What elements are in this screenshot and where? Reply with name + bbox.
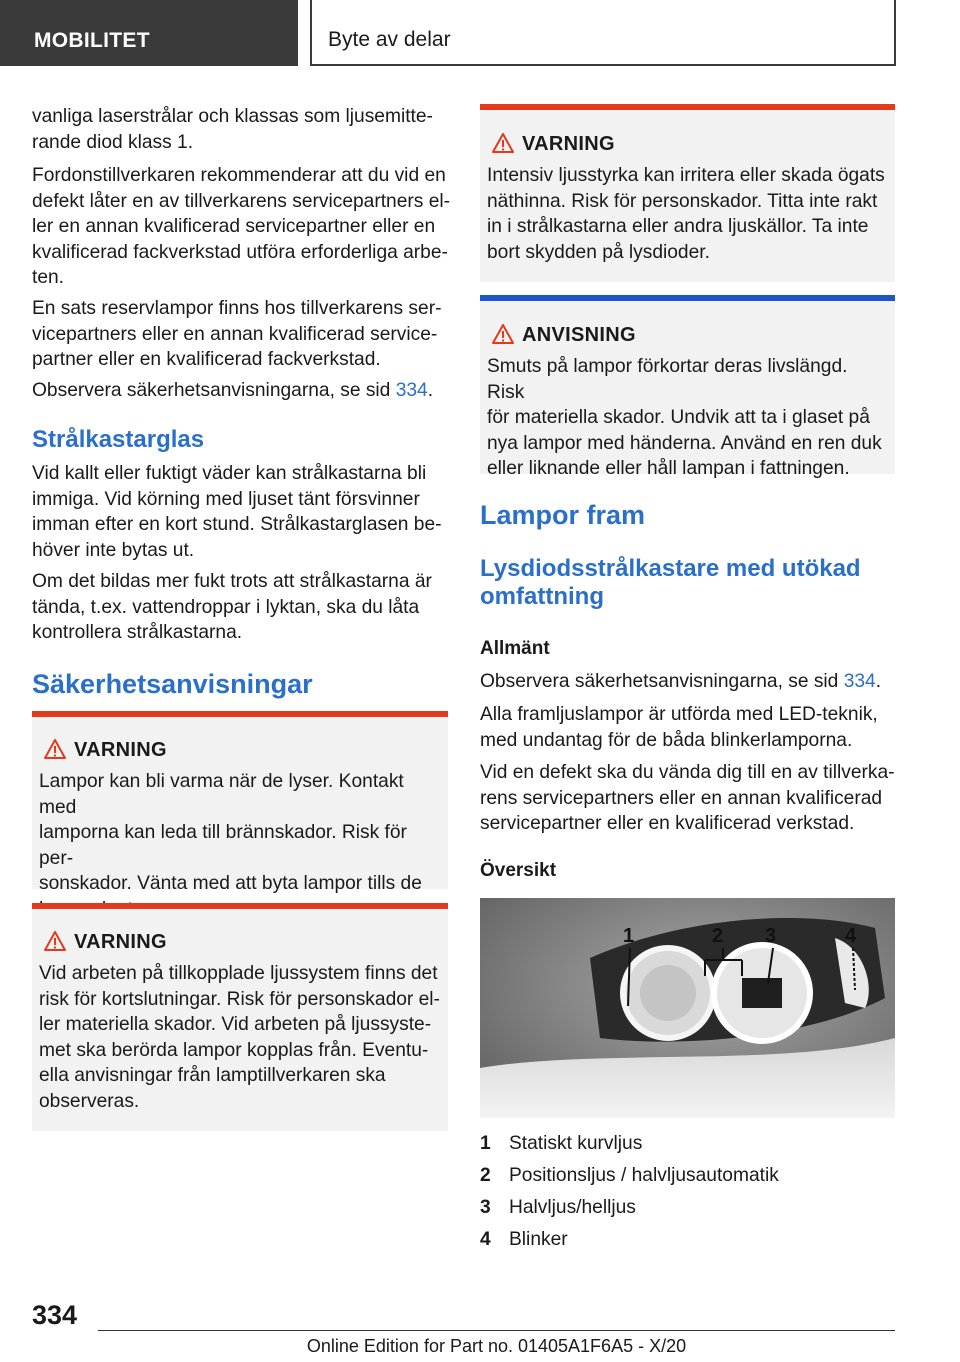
page-link-334[interactable]: 334 [843,671,876,692]
legend-label: Statiskt kurvljus [509,1133,643,1154]
warning-bar [32,903,448,909]
paragraph-moisture: Om det bildas mer fukt trots att strålkastarna är tända, t.ex. vattendroppar i lyktan, ska du låta kontrollera strålkastarna. [32,571,432,643]
safety-ref-text: Observera säkerhetsanvisningarna, se sid [32,380,396,401]
paragraph-safety-ref-right [480,669,900,695]
callout-1: 1 [623,925,635,947]
callout-3: 3 [765,925,777,947]
warning-triangle-icon [44,931,66,951]
notice-box-dirt [480,295,895,479]
page-number: 334 [32,1300,78,1330]
warning-box-short-circuit [32,903,448,1131]
callout-2: 2 [712,925,724,947]
headlight-illustration [480,898,895,1118]
safety-ref-period: . [875,671,882,692]
callout-4: 4 [845,925,857,947]
paragraph-defect: Vid en defekt ska du vända dig till en av tillverka- rens servicepartners eller en annan kvalificerad servicepartner eller en kvalificerad verkstad. [480,762,895,834]
headlight-photo [480,898,895,1118]
paragraph-fog: Vid kallt eller fuktigt väder kan strålkastarna bli immiga. Vid körning med ljuset tänt försvinner imman efter en kort stund. Strålkastarglasen be- höver inte bytas ut. [32,463,442,561]
warning-triangle-icon [44,739,66,759]
safety-ref-text: Observera säkerhetsanvisningarna, se sid [480,671,844,692]
paragraph-laser: vanliga laserstrålar och klassas som ljusemitte- rande diod klass 1. [32,106,433,153]
paragraph-led-technology: Alla framljuslampor är utförda med LED-teknik, med undantag för de båda blinkerlamporna. [480,704,878,751]
warning-bar [480,104,895,110]
warning-box-intensity [480,104,895,282]
heading-overview: Översikt [480,860,557,881]
heading-front-lamps: Lampor fram [480,500,646,530]
legend-label: Halvljus/helljus [509,1197,636,1218]
notice-text: Smuts på lampor förkortar deras livslängd. Risk för materiella skador. Undvik att ta i glaset på nya lampor med händerna. Använd en ren duk eller liknande eller håll lampan i fattningen. [487,356,882,479]
warning-text: Intensiv ljusstyrka kan irritera eller skada ögats näthinna. Risk för personskador. Titta inte rakt in i strålkastarna eller andra ljuskällor. Ta inte bort skydden på lysdioder. [487,165,885,263]
heading-safety: Säkerhetsanvisningar [32,669,313,699]
safety-ref-period: . [427,380,434,401]
warning-heading: VARNING [522,133,615,155]
legend-label: Positionsljus / halvljusautomatik [509,1165,779,1186]
page-header [0,0,960,66]
section-label: MOBILITET [0,0,298,66]
warning-triangle-icon [492,133,514,153]
legend-label: Blinker [509,1229,568,1250]
warning-text: Vid arbeten på tillkopplade ljussystem finns det risk för kortslutningar. Risk för personskador el- ler materiella skador. Vid arbeten på ljussyste- met ska berörda lampor kopplas från. Eventu- ella anvisningar från lamptillverkaren ska observeras. [39,963,440,1112]
warning-box-hot-lamps [32,711,448,894]
notice-bar [480,295,895,301]
legend-number: 2 [480,1165,491,1186]
edition-note: Online Edition for Part no. 01405A1F6A5 - X/20 [306,1336,687,1356]
legend-number: 1 [480,1133,491,1154]
heading-headlight-glass: Strålkastarglas [32,426,205,453]
paragraph-safety-ref [32,378,452,404]
notice-heading: ANVISNING [522,324,636,346]
footer-divider [98,1330,895,1331]
warning-text: Lampor kan bli varma när de lyser. Kontakt med lamporna kan leda till brännskador. Risk för per- sonskador. Vänta med att byta lampor tills de [39,771,422,894]
heading-general: Allmänt [480,638,550,659]
page-link-334[interactable]: 334 [395,380,428,401]
warning-bar [32,711,448,717]
warning-heading: VARNING [74,739,167,761]
notice-triangle-icon [492,324,514,344]
legend-number: 3 [480,1197,491,1218]
paragraph-recommendation: Fordonstillverkaren rekommenderar att du vid en defekt låter en av tillverkarens servicepartners el- ler en annan kvalificerad servicepartner eller en kvalificerad fackverkstad utföra erforderliga arbe- ten. [32,165,451,288]
legend-number: 4 [480,1229,491,1250]
chapter-title: Byte av delar [310,0,896,66]
heading-led-headlights: Lysdiodsstrålkastare med utökad omfattning [480,555,861,610]
paragraph-spare-lamps: En sats reservlampor finns hos tillverkarens ser- vicepartners eller en annan kvalificerad service- partner eller en kvalificerad fackverkstad. [32,298,442,370]
warning-heading: VARNING [74,931,167,953]
